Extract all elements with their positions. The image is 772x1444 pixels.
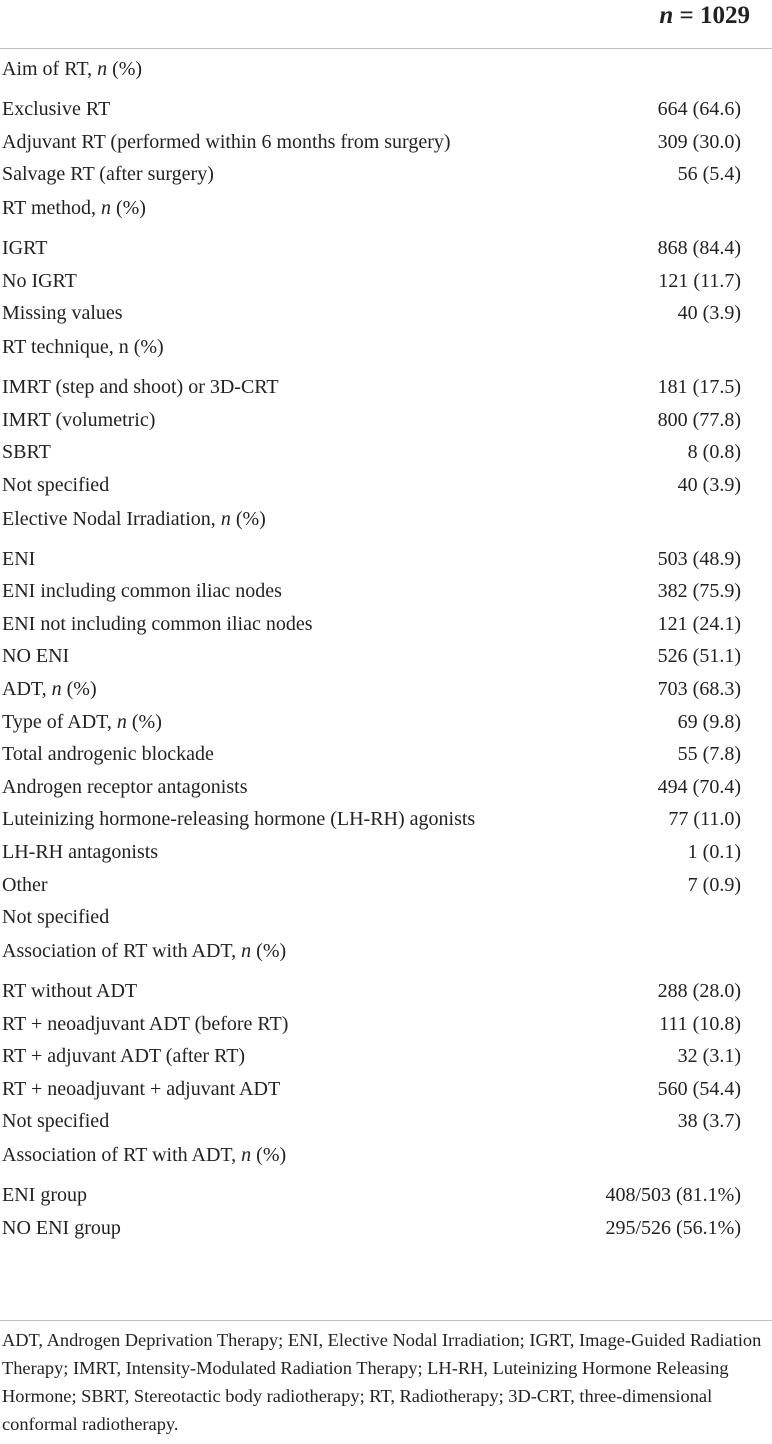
row-label-italic: n	[241, 1143, 252, 1166]
row-label-italic: n	[241, 939, 252, 962]
row-label-text: Aim of RT,	[2, 58, 98, 80]
row-label: Other	[2, 873, 48, 896]
row-value: 111 (10.8)	[659, 1012, 741, 1035]
row-label-suffix: (%)	[251, 1143, 287, 1166]
table-row	[0, 1212, 772, 1245]
table-row	[0, 371, 772, 404]
row-label-text: Association of RT with ADT,	[2, 939, 242, 962]
table-row	[0, 436, 772, 469]
table-section-row	[0, 673, 772, 706]
row-label	[2, 673, 97, 706]
row-label: No IGRT	[2, 269, 77, 292]
row-label: Salvage RT (after surgery)	[2, 163, 214, 186]
row-value: 408/503 (81.1%)	[605, 1184, 741, 1207]
table-row	[0, 543, 772, 576]
sample-size-value: = 1029	[679, 2, 750, 29]
row-value: 77 (11.0)	[668, 808, 741, 831]
table-bottom-rule	[0, 1320, 772, 1321]
row-label: NO ENI	[2, 645, 70, 668]
table-row	[0, 901, 772, 934]
table-row	[0, 975, 772, 1008]
row-label: Not specified	[2, 906, 110, 929]
row-value: 32 (3.1)	[677, 1045, 741, 1068]
row-label-italic: n	[116, 710, 127, 733]
row-value: 800 (77.8)	[657, 408, 741, 431]
table-row	[0, 1179, 772, 1212]
table-footnote: ADT, Androgen Deprivation Therapy; ENI, Elective Nodal Irradiation; IGRT, Image-Guided Radiation Therapy; IMRT, Intensity-Modulated Radiation Therapy; LH-RH, Luteinizing Hormone Releasing Hormone; SBRT, Stereotactic body radiotherapy; RT, Radiotherapy; 3D-CRT, three-dimensional conformal radiotherapy.	[2, 1330, 762, 1434]
row-value: 8 (0.8)	[687, 441, 741, 464]
row-label-suffix: (%)	[126, 710, 162, 733]
table-row	[0, 608, 772, 641]
table-section-row	[0, 934, 772, 975]
row-value: 7 (0.9)	[687, 873, 741, 896]
table-section-row	[0, 502, 772, 543]
row-label-suffix: (%)	[230, 507, 266, 530]
row-value: 55 (7.8)	[677, 743, 741, 766]
row-label: Not specified	[2, 1110, 110, 1133]
row-label-suffix: (%)	[61, 678, 97, 701]
row-label: NO ENI group	[2, 1216, 121, 1239]
row-value: 309 (30.0)	[657, 130, 741, 153]
row-value: 382 (75.9)	[657, 580, 741, 603]
row-label	[2, 934, 286, 968]
row-value: 1 (0.1)	[687, 841, 741, 864]
row-label: ENI group	[2, 1184, 87, 1207]
table-row	[0, 803, 772, 836]
table-row	[0, 1040, 772, 1073]
table-row	[0, 297, 772, 330]
row-label-text: Type of ADT,	[2, 710, 117, 733]
row-value: 69 (9.8)	[677, 710, 741, 733]
table-row	[0, 404, 772, 437]
row-label-text: Association of RT with ADT,	[2, 1143, 242, 1166]
row-label: SBRT	[2, 441, 51, 464]
row-value: 560 (54.4)	[657, 1077, 741, 1100]
row-value: 121 (24.1)	[657, 612, 741, 635]
row-label-suffix: (%)	[110, 196, 146, 219]
row-value: 40 (3.9)	[677, 302, 741, 325]
row-value: 494 (70.4)	[657, 775, 741, 798]
row-value: 664 (64.6)	[657, 98, 741, 121]
table-row	[0, 738, 772, 771]
row-label	[2, 52, 142, 86]
row-value: 526 (51.1)	[657, 645, 741, 668]
row-value: 121 (11.7)	[658, 269, 741, 292]
table-row	[0, 1105, 772, 1138]
row-label-text: RT technique, n (%)	[2, 335, 164, 358]
row-label: Exclusive RT	[2, 98, 111, 121]
row-value: 868 (84.4)	[657, 237, 741, 260]
table-row	[0, 640, 772, 673]
row-label: ENI including common iliac nodes	[2, 580, 282, 603]
table-row	[0, 771, 772, 804]
table-section-row	[0, 1138, 772, 1179]
row-label: Missing values	[2, 302, 123, 325]
row-label	[2, 1138, 286, 1172]
data-table	[0, 52, 772, 1244]
row-label-text: RT method,	[2, 196, 101, 219]
row-value: 38 (3.7)	[677, 1110, 741, 1133]
row-label: LH-RH antagonists	[2, 841, 159, 864]
table-row	[0, 575, 772, 608]
table-row	[0, 232, 772, 265]
table-row	[0, 1008, 772, 1041]
row-label-suffix: (%)	[251, 939, 287, 962]
row-label: IGRT	[2, 237, 48, 260]
row-label-italic: n	[100, 196, 111, 219]
row-label	[2, 502, 266, 536]
row-label: RT + neoadjuvant + adjuvant ADT	[2, 1077, 281, 1100]
row-label: ENI	[2, 547, 36, 570]
row-label: Total androgenic blockade	[2, 743, 214, 766]
table-row	[0, 93, 772, 126]
row-label: Luteinizing hormone-releasing hormone (LH-RH) agonists	[2, 808, 476, 831]
row-value: 56 (5.4)	[677, 163, 741, 186]
row-label: Androgen receptor antagonists	[2, 775, 248, 798]
row-label-italic: n	[97, 58, 108, 80]
row-value: 288 (28.0)	[657, 980, 741, 1002]
table-section-row	[0, 52, 772, 93]
table-row	[0, 869, 772, 902]
table-row	[0, 158, 772, 191]
row-value: 40 (3.9)	[677, 473, 741, 496]
table-row	[0, 1073, 772, 1106]
row-label-italic: n	[51, 678, 62, 701]
row-value: 181 (17.5)	[657, 376, 741, 399]
row-label	[2, 706, 162, 739]
table-row	[0, 469, 772, 502]
row-label: IMRT (volumetric)	[2, 408, 156, 431]
row-label-italic: n	[220, 507, 231, 530]
table-section-row	[0, 706, 772, 739]
row-value: 503 (48.9)	[657, 547, 741, 570]
table-row	[0, 836, 772, 869]
row-label: ENI not including common iliac nodes	[2, 612, 313, 635]
row-label-text: ADT,	[2, 678, 52, 701]
row-label: IMRT (step and shoot) or 3D-CRT	[2, 376, 279, 399]
row-label: RT without ADT	[2, 980, 138, 1002]
row-label: RT + neoadjuvant ADT (before RT)	[2, 1012, 289, 1035]
row-value: 703 (68.3)	[657, 678, 741, 701]
sample-size-n: n	[659, 2, 674, 29]
row-label	[2, 330, 164, 364]
sample-size-header	[659, 2, 750, 30]
row-label	[2, 191, 146, 225]
row-label-suffix: (%)	[107, 58, 143, 80]
row-label: Adjuvant RT (performed within 6 months from surgery)	[2, 130, 451, 153]
row-label: RT + adjuvant ADT (after RT)	[2, 1045, 246, 1068]
table-row	[0, 126, 772, 159]
table-section-row	[0, 330, 772, 371]
table-header	[0, 0, 772, 49]
row-label: Not specified	[2, 473, 110, 496]
row-value: 295/526 (56.1%)	[605, 1216, 741, 1239]
table-section-row	[0, 191, 772, 232]
row-label-text: Elective Nodal Irradiation,	[2, 507, 221, 530]
table-row	[0, 265, 772, 298]
